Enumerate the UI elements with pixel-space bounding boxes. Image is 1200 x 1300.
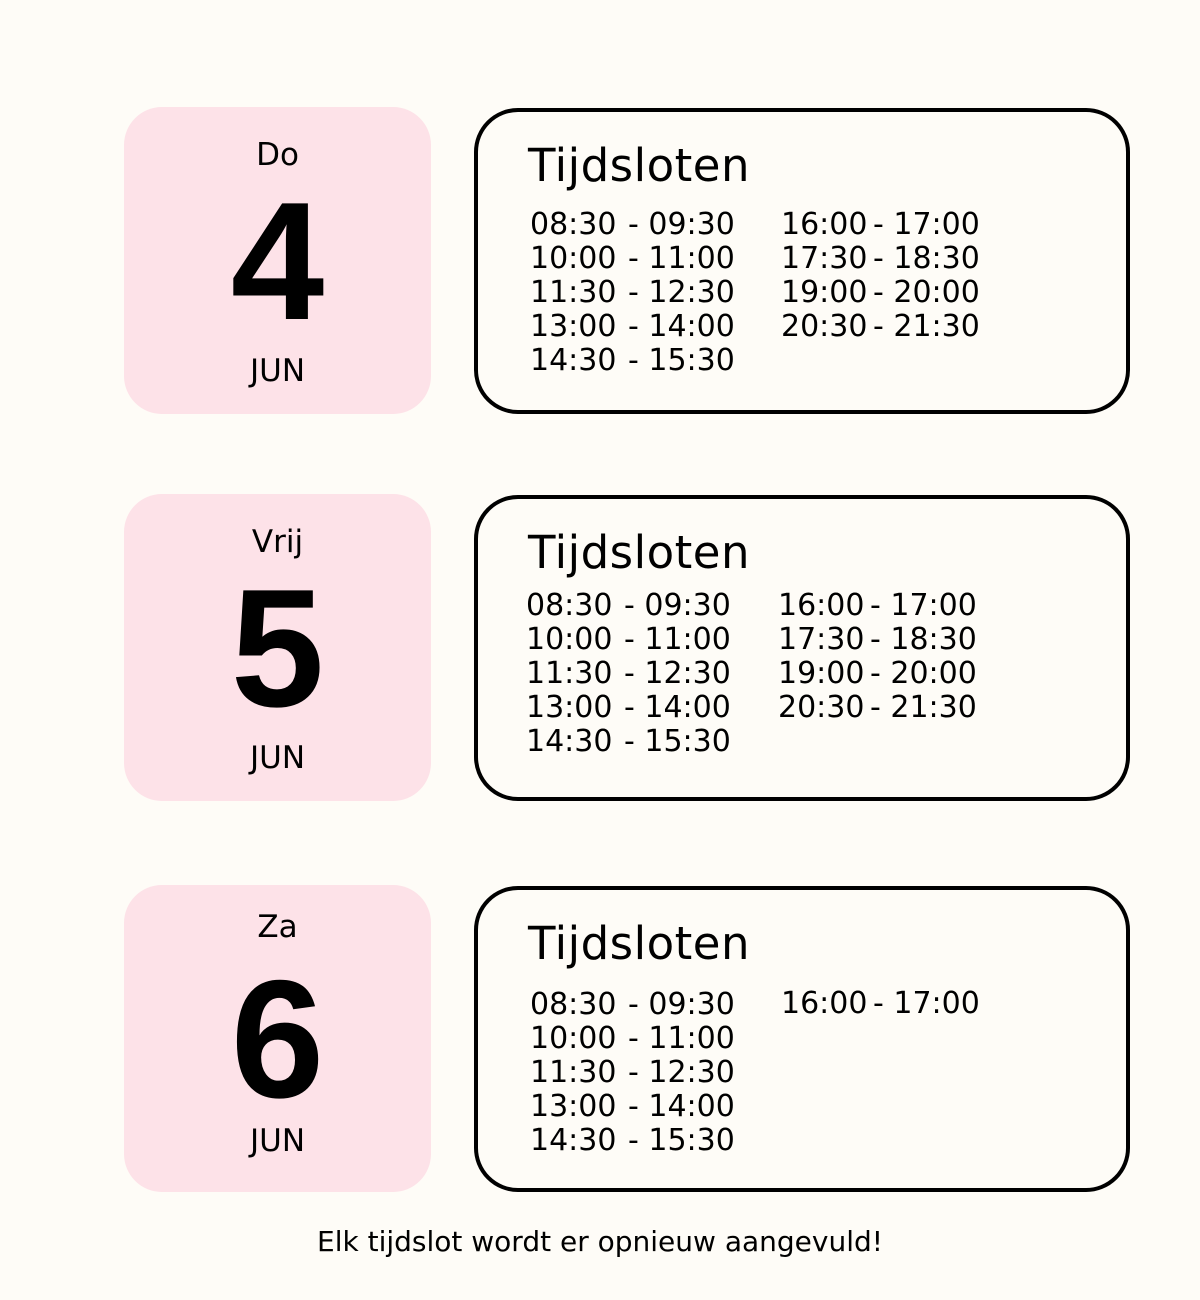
- slot-end: - 15:30: [628, 1123, 735, 1158]
- slot-start: 08:30: [530, 987, 617, 1022]
- slot-start: 19:00: [781, 275, 868, 310]
- slot-start: 17:30: [778, 622, 865, 657]
- slot-end: - 14:00: [624, 690, 731, 725]
- slot-end: - 09:30: [628, 207, 735, 242]
- day-number: 6: [230, 945, 325, 1133]
- weekday-label: Do: [256, 137, 299, 173]
- day-row-2: [0, 494, 1200, 802]
- slot-start: 16:00: [781, 986, 868, 1021]
- slot-end: - 18:30: [870, 622, 977, 657]
- slot-start: 11:30: [526, 656, 613, 691]
- slot-start: 14:30: [530, 1123, 617, 1158]
- month-label: JUN: [249, 353, 306, 389]
- slot-start: 10:00: [530, 241, 617, 276]
- slot-start: 19:00: [778, 656, 865, 691]
- slot-end: - 11:00: [624, 622, 731, 657]
- slot-end: - 17:00: [873, 986, 980, 1021]
- slot-end: - 18:30: [873, 241, 980, 276]
- slot-end: - 12:30: [628, 1055, 735, 1090]
- slot-start: 16:00: [778, 588, 865, 623]
- slot-end: - 14:00: [628, 309, 735, 344]
- slot-start: 14:30: [530, 343, 617, 378]
- time-slots-card: [474, 495, 1130, 801]
- slot-end: - 21:30: [870, 690, 977, 725]
- slot-start: 14:30: [526, 724, 613, 759]
- slot-start: 17:30: [781, 241, 868, 276]
- weekday-label: Vrij: [251, 524, 304, 560]
- time-slots-card: [474, 886, 1130, 1192]
- day-number: 4: [230, 167, 325, 355]
- slot-start: 20:30: [778, 690, 865, 725]
- slot-end: - 09:30: [624, 588, 731, 623]
- slot-start: 11:30: [530, 1055, 617, 1090]
- slot-start: 16:00: [781, 207, 868, 242]
- month-label: JUN: [249, 1123, 306, 1159]
- slot-end: - 20:00: [870, 656, 977, 691]
- weekday-label: Za: [257, 909, 298, 945]
- month-label: JUN: [249, 740, 306, 776]
- slot-end: - 12:30: [628, 275, 735, 310]
- slot-end: - 14:00: [628, 1089, 735, 1124]
- slot-start: 11:30: [530, 275, 617, 310]
- slot-end: - 17:00: [873, 207, 980, 242]
- date-card: [124, 494, 431, 801]
- slot-end: - 11:00: [628, 1021, 735, 1056]
- slot-end: - 15:30: [624, 724, 731, 759]
- slot-start: 08:30: [530, 207, 617, 242]
- time-slots-title: Tijdsloten: [528, 526, 751, 579]
- slot-end: - 17:00: [870, 588, 977, 623]
- slot-end: - 20:00: [873, 275, 980, 310]
- date-card: [124, 107, 431, 414]
- slot-start: 10:00: [526, 622, 613, 657]
- time-slots-title: Tijdsloten: [528, 917, 751, 970]
- slot-end: - 15:30: [628, 343, 735, 378]
- day-number: 5: [230, 554, 325, 742]
- slot-end: - 21:30: [873, 309, 980, 344]
- slot-start: 13:00: [526, 690, 613, 725]
- footer-note: Elk tijdslot wordt er opnieuw aangevuld!: [317, 1225, 883, 1258]
- date-card: [124, 885, 431, 1192]
- slot-start: 10:00: [530, 1021, 617, 1056]
- slot-end: - 12:30: [624, 656, 731, 691]
- slot-end: - 11:00: [628, 241, 735, 276]
- slot-start: 13:00: [530, 1089, 617, 1124]
- day-row-3: [0, 885, 1200, 1193]
- slot-start: 20:30: [781, 309, 868, 344]
- slot-start: 13:00: [530, 309, 617, 344]
- day-row-1: [0, 107, 1200, 415]
- time-slots-title: Tijdsloten: [528, 139, 751, 192]
- slot-start: 08:30: [526, 588, 613, 623]
- time-slots-card: [474, 108, 1130, 414]
- slot-end: - 09:30: [628, 987, 735, 1022]
